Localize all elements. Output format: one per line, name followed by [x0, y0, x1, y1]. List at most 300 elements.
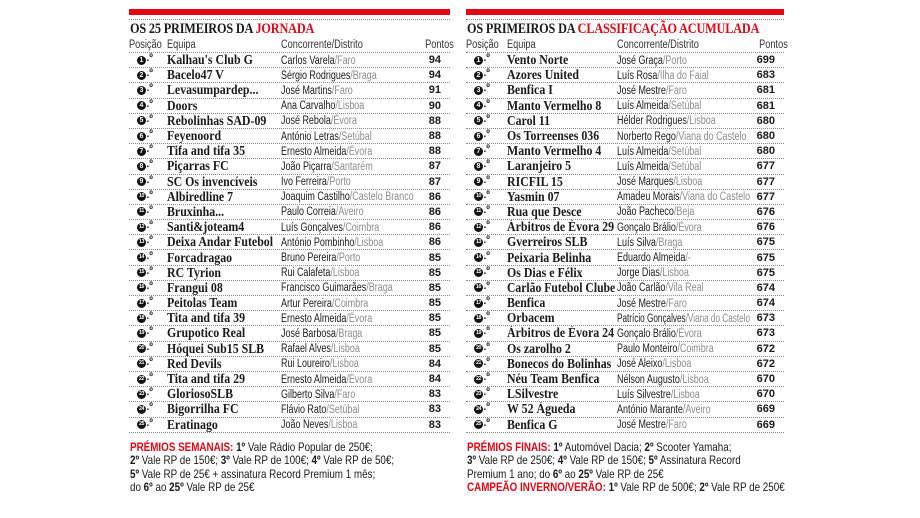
ordinal-suffix: .º	[146, 372, 153, 384]
player-name: Rui Loureiro	[281, 358, 330, 371]
ordinal-suffix: .º	[483, 159, 490, 171]
player-name: João Pacheco	[617, 206, 674, 219]
team-name: Árbitros de Évora 29	[507, 220, 615, 235]
ordinal-suffix: .º	[146, 311, 153, 323]
player-name: José Graça	[617, 54, 663, 67]
player-info	[617, 99, 701, 113]
player-info	[617, 236, 682, 250]
points-value: 673	[756, 312, 775, 325]
player-info	[281, 251, 360, 265]
ranking-row	[466, 235, 784, 250]
player-info	[281, 342, 360, 356]
points-value: 94	[428, 54, 441, 67]
player-info	[617, 312, 750, 326]
position-cell	[129, 99, 167, 113]
position-cell	[129, 251, 167, 265]
player-district: -	[687, 252, 691, 265]
ordinal-suffix: .º	[146, 387, 153, 399]
ranking-row	[466, 83, 784, 98]
prize-line-text	[467, 481, 785, 494]
player-name: Gonçalo Brálio	[617, 327, 676, 340]
position-badge: 15	[475, 269, 482, 276]
prize-rank: 25º	[169, 480, 184, 495]
position-cell	[466, 144, 507, 158]
points-value: 673	[756, 327, 775, 340]
player-name: José Mestre	[617, 84, 666, 97]
player-district: Viana do Castelo	[682, 191, 751, 204]
position-badge: 15	[138, 269, 145, 276]
prize-rank: 4º	[557, 453, 567, 468]
position-badge: 12	[475, 223, 482, 230]
points-value: 670	[756, 388, 775, 401]
player-name: Nélson Augusto	[617, 373, 680, 386]
player-info	[617, 357, 691, 371]
player-cell	[281, 265, 418, 280]
position-cell	[129, 129, 167, 143]
player-info	[281, 418, 357, 432]
column-header-position-label: Posição	[466, 39, 499, 51]
position-badge: 20	[475, 345, 482, 352]
player-district: Faro	[668, 419, 687, 432]
team-name: Hóquei Sub15 SLB	[167, 341, 265, 356]
player-info	[281, 373, 372, 387]
points-value: 94	[428, 69, 441, 82]
position-badge: 7	[474, 147, 483, 156]
player-separator: /	[668, 160, 671, 173]
player-district: Viana do Castelo	[687, 312, 751, 325]
column-header-player	[281, 38, 418, 52]
player-district: Lisboa	[689, 115, 716, 128]
player-district: Lisboa	[337, 100, 365, 113]
section-title	[130, 21, 314, 37]
player-name: Eduardo Almeida	[617, 252, 686, 265]
position-cell	[466, 159, 507, 173]
ordinal-suffix: .º	[483, 387, 490, 399]
player-name: Ernesto Almeida	[281, 145, 347, 158]
team-cell	[507, 83, 617, 97]
player-district: Coimbra	[679, 343, 714, 356]
player-info	[281, 190, 414, 204]
points-value: 86	[428, 221, 441, 234]
ranking-row	[129, 205, 450, 220]
player-cell	[281, 113, 418, 128]
player-cell	[617, 372, 752, 387]
player-cell	[617, 235, 752, 250]
player-name: Hélder Rodrigues	[617, 115, 687, 128]
player-cell	[281, 296, 418, 311]
player-district: Setúbal	[328, 403, 360, 416]
position-badge: 7	[137, 147, 146, 156]
player-district: Setúbal	[670, 160, 702, 173]
position-cell	[129, 418, 167, 432]
player-district: Évora	[678, 327, 702, 340]
ranking-row	[129, 175, 450, 190]
ordinal-suffix: .º	[483, 98, 490, 110]
prize-line-text	[130, 468, 375, 481]
prize-rank: 2º	[699, 480, 709, 495]
player-name: Norberto Rego	[617, 130, 676, 143]
ordinal-suffix: .º	[483, 341, 490, 353]
ranking-row	[466, 129, 784, 144]
prize-rank: 25º	[578, 466, 593, 481]
team-cell	[167, 281, 281, 295]
team-name: Vento Norte	[507, 53, 569, 68]
title-black: OS 25 PRIMEIROS DA	[130, 21, 256, 37]
player-name: José Martins	[281, 84, 332, 97]
player-separator: /	[679, 191, 683, 204]
player-name: Joaquim Castilho	[281, 191, 350, 204]
player-name: José Mestre	[617, 419, 666, 432]
player-info	[281, 236, 383, 250]
column-header-player	[617, 38, 752, 52]
ranking-row	[466, 205, 784, 220]
position-badge: 19	[475, 329, 482, 336]
ranking-row	[466, 144, 784, 159]
player-name: Luís Almeida	[617, 100, 669, 113]
prize-line-text	[467, 441, 731, 454]
prize-text: Automóvel Dacia;	[562, 440, 645, 454]
position-cell	[466, 99, 507, 113]
team-name: Carol 11	[507, 113, 551, 128]
position-cell	[466, 311, 507, 325]
weekly-ranking-panel	[129, 0, 454, 518]
points-value: 676	[756, 205, 775, 218]
position-cell	[129, 372, 167, 386]
player-separator: /	[675, 327, 679, 340]
prize-rank: 1º	[233, 440, 246, 454]
team-cell	[167, 68, 281, 82]
player-name: Jorge Dias	[617, 267, 660, 280]
ordinal-suffix: .º	[483, 53, 490, 65]
team-name: Kalhau's Club G	[167, 53, 253, 68]
team-cell	[507, 402, 617, 416]
player-cell	[281, 417, 418, 432]
prize-text: Vale RP de 100€;	[229, 453, 312, 468]
column-header-position-label: Posição	[129, 39, 162, 51]
ranking-row	[466, 68, 784, 83]
player-info	[281, 403, 359, 417]
prize-rank: 6º	[552, 466, 562, 481]
position-cell	[129, 326, 167, 340]
team-cell	[167, 357, 281, 371]
position-cell	[129, 53, 167, 67]
player-name: Gilberto Silva	[281, 388, 335, 401]
position-cell	[466, 53, 507, 67]
team-name: Grupotico Real	[167, 326, 246, 341]
ranking-row	[466, 357, 784, 372]
position-badge: 6	[474, 132, 483, 141]
player-separator: /	[346, 373, 349, 386]
player-separator: /	[659, 267, 663, 280]
team-cell	[507, 372, 617, 386]
prize-text: Vale RP de 500€;	[617, 480, 700, 495]
player-name: Artur Pereira	[281, 297, 332, 310]
prize-line-text	[467, 454, 741, 467]
ordinal-suffix: .º	[483, 129, 490, 141]
ranking-row	[466, 53, 784, 68]
player-district: Aveiro	[338, 206, 364, 219]
player-district: Ilha do Faial	[659, 69, 709, 82]
ranking-row	[129, 53, 450, 68]
position-cell	[466, 190, 507, 204]
position-badge: 24	[475, 405, 482, 412]
player-cell	[281, 356, 418, 371]
player-district: Évora	[348, 373, 373, 386]
ordinal-suffix: .º	[146, 144, 153, 156]
points-value: 677	[756, 160, 775, 173]
ordinal-suffix: .º	[483, 265, 490, 277]
player-cell	[617, 402, 752, 417]
prize-text: Vale RP de 25€	[183, 480, 255, 495]
player-separator: /	[349, 191, 353, 204]
player-info	[281, 54, 356, 68]
player-separator: /	[665, 282, 668, 295]
player-cell	[617, 296, 752, 311]
prize-line	[467, 468, 784, 481]
player-separator: /	[685, 252, 688, 265]
ranking-row	[129, 159, 450, 174]
position-badge: 3	[474, 86, 483, 95]
ordinal-suffix: .º	[483, 204, 490, 216]
team-name: Benfica G	[507, 417, 558, 432]
player-info	[617, 160, 701, 174]
team-name: Tita and tifa 29	[167, 372, 246, 387]
player-cell	[617, 265, 752, 280]
prize-label: CAMPEÃO INVERNO/VERÃO:	[467, 480, 606, 495]
player-info	[281, 221, 379, 235]
player-info	[617, 373, 709, 387]
column-header-points-label: Pontos	[425, 39, 454, 51]
player-cell	[281, 189, 418, 204]
player-separator: /	[366, 282, 369, 295]
position-badge: 21	[138, 360, 145, 367]
position-cell	[466, 372, 507, 386]
position-cell	[466, 402, 507, 416]
player-info	[617, 54, 687, 68]
points-value: 674	[756, 297, 775, 310]
player-separator: /	[335, 327, 339, 340]
player-name: Rafael Alves	[281, 343, 331, 356]
player-cell	[617, 113, 752, 128]
player-district: Viana do Castelo	[678, 130, 747, 143]
ranking-row	[466, 114, 784, 129]
position-cell	[466, 205, 507, 219]
team-name: Frangui 08	[167, 280, 223, 295]
player-info	[617, 221, 702, 235]
player-district: Aveiro	[685, 403, 711, 416]
column-header-player-label: Concorrente/Distrito	[281, 39, 363, 51]
player-separator: /	[665, 84, 669, 97]
points-value: 672	[756, 357, 775, 370]
team-cell	[167, 402, 281, 416]
player-separator: /	[677, 343, 680, 356]
ranking-row	[466, 266, 784, 281]
player-info	[281, 297, 368, 311]
title-red: CLASSIFICAÇÃO ACUMULADA	[577, 21, 760, 37]
position-badge: 23	[475, 390, 482, 397]
player-separator: /	[328, 419, 331, 432]
ordinal-suffix: .º	[483, 113, 490, 125]
player-cell	[281, 402, 418, 417]
player-info	[617, 69, 709, 83]
ordinal-suffix: .º	[483, 402, 490, 414]
player-name: José Aleixo	[617, 358, 663, 371]
player-info	[617, 130, 747, 144]
position-cell	[466, 266, 507, 280]
team-cell	[507, 311, 617, 325]
player-name: Rui Calafeta	[281, 267, 331, 280]
player-name: Ernesto Almeida	[281, 373, 347, 386]
team-name: Néu Team Benfica	[507, 372, 600, 387]
team-name: Tita and tifa 39	[167, 311, 246, 326]
prize-text: ao	[152, 480, 170, 495]
position-cell	[129, 114, 167, 128]
player-name: Luís Gonçalves	[281, 221, 343, 234]
team-name: Manto Vermelho 8	[507, 98, 602, 113]
player-cell	[281, 144, 418, 159]
position-cell	[129, 175, 167, 189]
team-name: Rua que Desce	[507, 204, 582, 219]
ordinal-suffix: .º	[146, 220, 153, 232]
points-value: 85	[428, 327, 441, 340]
player-cell	[281, 53, 418, 68]
ranking-row	[129, 68, 450, 83]
player-district: Lisboa	[673, 388, 700, 401]
points-value: 85	[428, 312, 441, 325]
player-name: António Letras	[281, 130, 339, 143]
ranking-row	[129, 281, 450, 296]
ordinal-suffix: .º	[483, 68, 490, 80]
ordinal-suffix: .º	[483, 83, 490, 95]
player-separator: /	[331, 160, 334, 173]
player-name: António Marante	[617, 403, 683, 416]
ordinal-suffix: .º	[146, 83, 153, 95]
position-cell	[466, 220, 507, 234]
team-cell	[507, 68, 617, 82]
points-value: 681	[756, 99, 775, 112]
team-name: Yasmin 07	[507, 189, 560, 204]
team-cell	[167, 53, 281, 67]
position-badge: 14	[138, 254, 145, 261]
position-badge: 3	[137, 86, 146, 95]
position-badge: 14	[475, 254, 482, 261]
points-value: 85	[428, 251, 441, 264]
position-badge: 11	[137, 207, 146, 216]
player-separator: /	[336, 252, 339, 265]
player-district: Lisboa	[356, 236, 384, 249]
column-header-team	[507, 38, 617, 52]
player-cell	[281, 280, 418, 295]
team-name: Peitolas Team	[167, 296, 238, 311]
position-cell	[466, 281, 507, 295]
player-info	[281, 327, 362, 341]
team-name: Red Devils	[167, 356, 222, 371]
position-badge: 24	[138, 405, 145, 412]
position-cell	[129, 68, 167, 82]
prize-text: do	[130, 480, 144, 495]
player-district: Faro	[336, 388, 356, 401]
player-name: Francisco Guimarães	[281, 282, 367, 295]
ranking-row	[129, 190, 450, 205]
player-cell	[281, 235, 418, 250]
ranking-row	[129, 220, 450, 235]
prize-rank: 4º	[311, 453, 321, 468]
player-info	[281, 114, 357, 128]
ranking-row	[129, 387, 450, 402]
points-value: 85	[428, 342, 441, 355]
position-cell	[466, 83, 507, 97]
position-badge: 25	[138, 421, 145, 428]
section-red-bar	[129, 9, 450, 15]
ordinal-suffix: .º	[483, 250, 490, 262]
column-header-team-label: Equipa	[167, 39, 196, 51]
player-district: Lisboa	[675, 176, 703, 189]
team-cell	[507, 175, 617, 189]
prize-rank: 6º	[143, 480, 153, 495]
player-info	[281, 175, 351, 189]
prize-line	[467, 454, 784, 467]
title-black: OS PRIMEIROS DA	[467, 21, 578, 37]
team-name: Árbitros de Évora 24	[507, 326, 615, 341]
player-info	[617, 403, 711, 417]
team-cell	[507, 235, 617, 249]
ranking-row	[466, 175, 784, 190]
player-cell	[281, 159, 418, 174]
player-district: Lisboa	[682, 373, 709, 386]
player-info	[617, 175, 702, 189]
team-cell	[167, 175, 281, 189]
player-cell	[617, 250, 752, 265]
ordinal-suffix: .º	[146, 280, 153, 292]
prize-line-text	[130, 481, 254, 494]
player-cell	[617, 174, 752, 189]
ranking-row	[466, 190, 784, 205]
player-info	[617, 251, 691, 265]
player-cell	[281, 311, 418, 326]
points-value: 683	[756, 69, 775, 82]
ranking-row	[129, 144, 450, 159]
team-name: Eratinago	[167, 417, 218, 432]
prize-text: ao	[561, 466, 579, 481]
player-name: Carlos Varela	[281, 54, 335, 67]
ordinal-suffix: .º	[483, 144, 490, 156]
player-district: Braga	[658, 236, 683, 249]
team-name: Os zarolho 2	[507, 341, 571, 356]
player-district: Porto	[329, 176, 351, 189]
team-name: Levasumpardep...	[167, 83, 259, 98]
team-cell	[167, 190, 281, 204]
player-separator: /	[662, 358, 665, 371]
player-cell	[617, 341, 752, 356]
player-district: Lisboa	[662, 267, 689, 280]
player-separator: /	[657, 69, 660, 82]
player-name: João Neves	[281, 419, 329, 432]
player-cell	[617, 326, 752, 341]
player-district: Coimbra	[345, 221, 380, 234]
player-separator: /	[331, 84, 335, 97]
prize-line-text	[467, 468, 664, 481]
position-badge: 11	[474, 207, 483, 216]
prize-label: PRÉMIOS SEMANAIS:	[130, 440, 234, 454]
ranking-row	[129, 418, 450, 433]
team-cell	[167, 159, 281, 173]
player-name: Luís Silva	[617, 236, 656, 249]
left-ranking-rows	[129, 53, 450, 433]
ordinal-suffix: .º	[146, 159, 153, 171]
prize-rank: 1º	[605, 480, 618, 495]
position-badge: 21	[475, 360, 482, 367]
player-info	[281, 266, 359, 280]
